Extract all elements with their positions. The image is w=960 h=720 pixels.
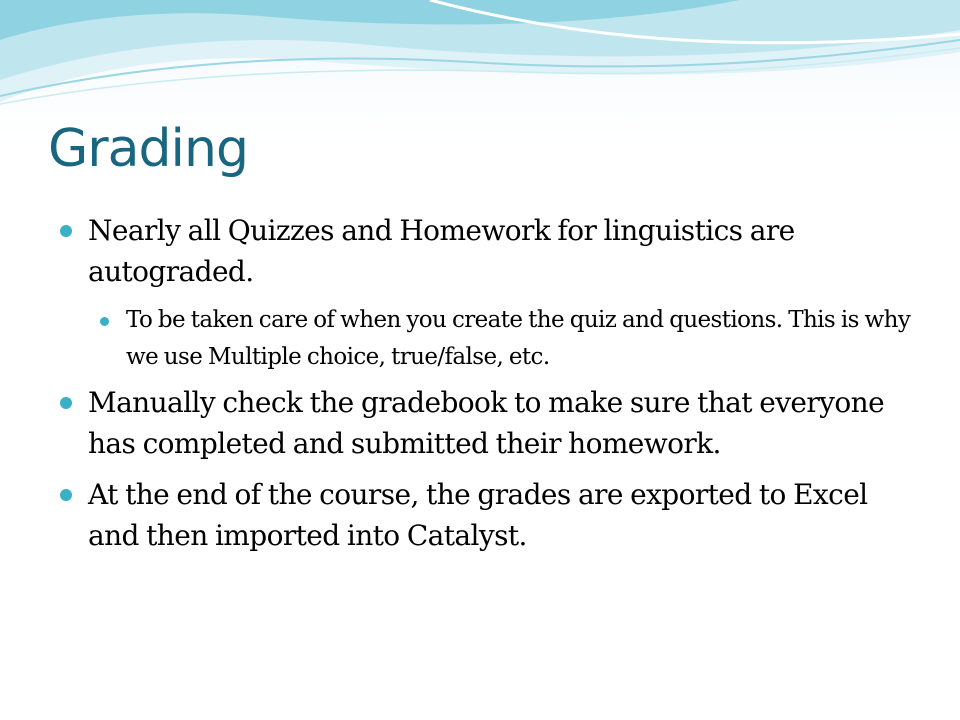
bullet-item (58, 382, 918, 464)
header-wave-decoration (0, 0, 960, 120)
bullet-item (58, 474, 918, 556)
bullet-list (58, 210, 918, 566)
sub-bullet-text: To be taken care of when you create the quiz and questions. This is why we use Multiple choice, true/false, etc. (126, 307, 911, 370)
bullet-dot-icon (60, 489, 72, 501)
bullet-dot-icon (60, 397, 72, 409)
bullet-item (58, 210, 918, 292)
bullet-dot-icon (60, 225, 72, 237)
bullet-text: At the end of the course, the grades are exported to Excel and then imported into Catalyst. (88, 478, 868, 552)
sub-bullet-item (96, 302, 918, 376)
bullet-dot-icon (100, 317, 109, 326)
bullet-text: Manually check the gradebook to make sure that everyone has completed and submitted their homework. (88, 386, 885, 460)
bullet-text: Nearly all Quizzes and Homework for linguistics are autograded. (88, 214, 795, 288)
slide-title: Grading (48, 119, 248, 179)
